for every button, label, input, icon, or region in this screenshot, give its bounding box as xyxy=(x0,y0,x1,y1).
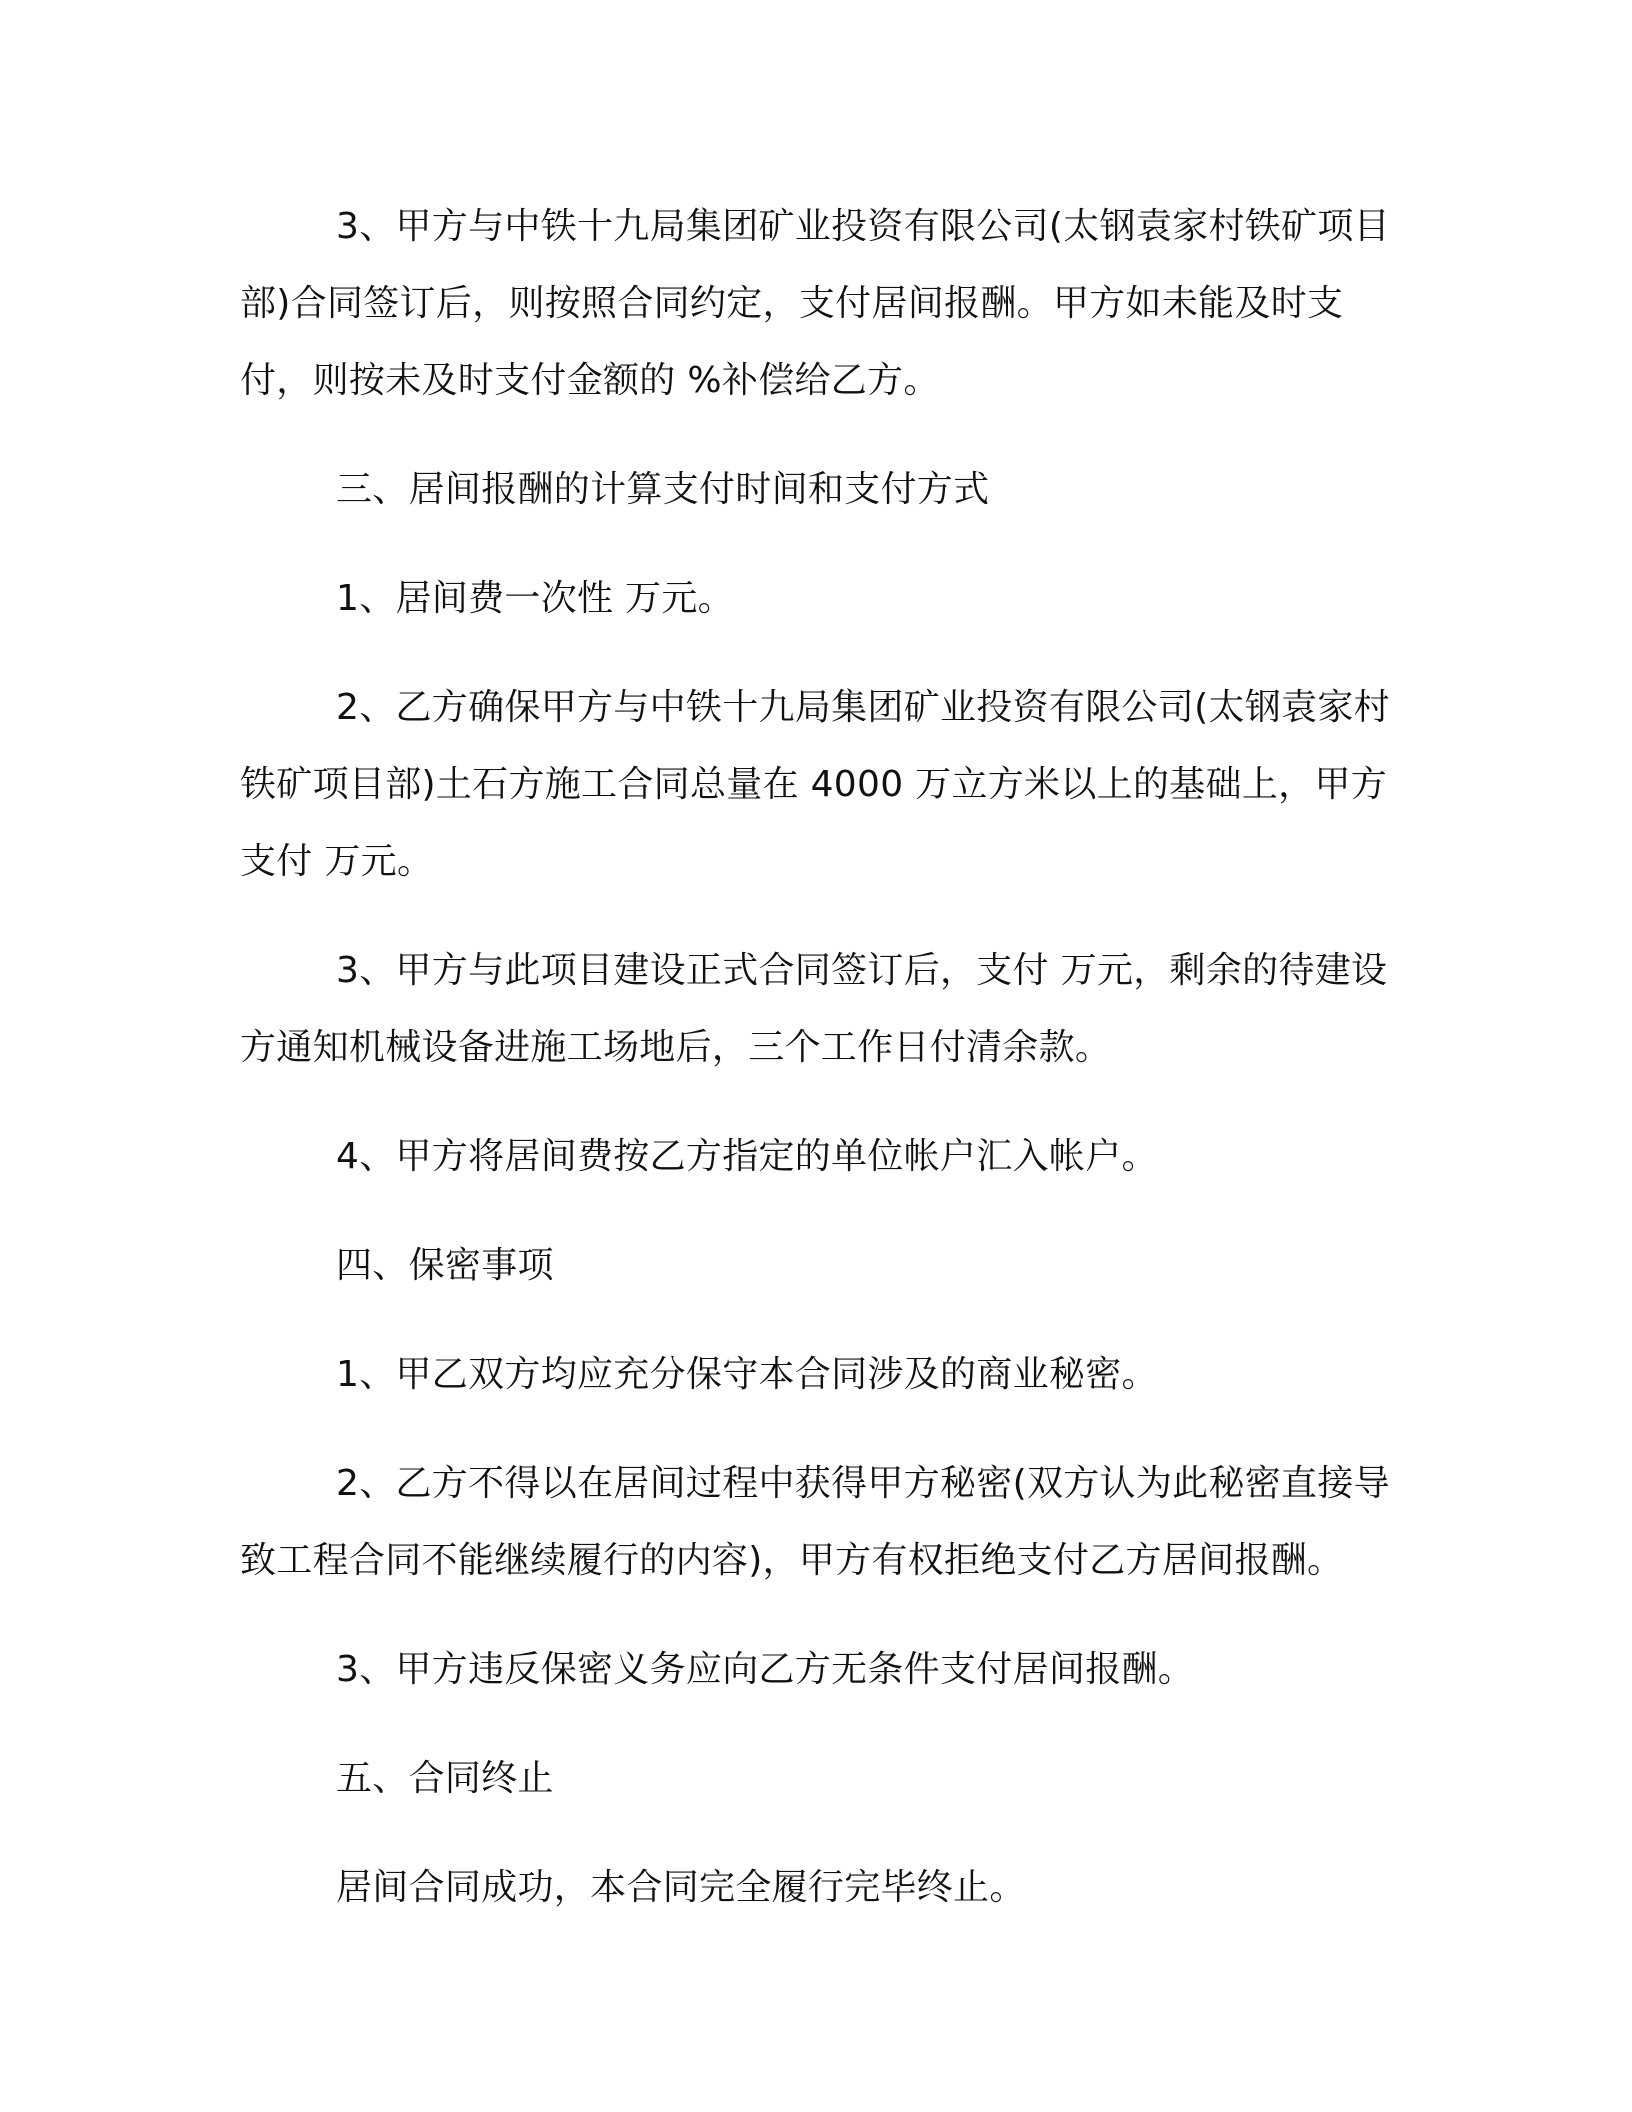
clause-4-2: 2、乙方不得以在居间过程中获得甲方秘密(双方认为此秘密直接导致工程合同不能继续履行的内容)，甲方有权拒绝支付乙方居间报酬。 xyxy=(240,1463,1390,1581)
clause-3-4: 4、甲方将居间费按乙方指定的单位帐户汇入帐户。 xyxy=(336,1136,1158,1177)
clause-3-1: 1、居间费一次性 万元。 xyxy=(336,578,734,619)
section-heading-3: 三、居间报酬的计算支付时间和支付方式 xyxy=(336,469,990,510)
clause-3-payment-after-signing: 3、甲方与中铁十九局集团矿业投资有限公司(太钢袁家村铁矿项目部)合同签订后，则按照合同约定，支付居间报酬。甲方如未能及时支付，则按未及时支付金额的 %补偿给乙方。 xyxy=(240,206,1390,401)
section-heading-5: 五、合同终止 xyxy=(336,1758,554,1799)
clause-3-3: 3、甲方与此项目建设正式合同签订后，支付 万元，剩余的待建设方通知机械设备进施工场地后，三个工作日付清余款。 xyxy=(240,950,1388,1068)
clause-4-3: 3、甲方违反保密义务应向乙方无条件支付居间报酬。 xyxy=(336,1649,1195,1690)
clause-3-2: 2、乙方确保甲方与中铁十九局集团矿业投资有限公司(太钢袁家村铁矿项目部)土石方施工合同总量在 4000 万立方米以上的基础上，甲方支付 万元。 xyxy=(240,687,1390,882)
document-body xyxy=(240,188,1390,1926)
clause-4-1: 1、甲乙双方均应充分保守本合同涉及的商业秘密。 xyxy=(336,1354,1158,1395)
section-heading-4: 四、保密事项 xyxy=(336,1245,554,1286)
clause-5: 居间合同成功，本合同完全履行完毕终止。 xyxy=(336,1867,1026,1908)
